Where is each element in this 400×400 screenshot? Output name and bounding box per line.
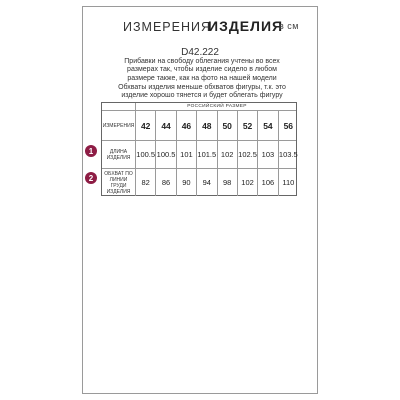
size-cell: 48 xyxy=(197,111,217,140)
allowance-note: Прибавки на свободу облегания учтены во всех размерах так, чтобы изделие сидело в любом размере также, как на фото на нашей модели xyxy=(124,58,280,82)
length-cell: 101 xyxy=(177,141,197,168)
length-cell: 103 xyxy=(258,141,278,168)
size-chart-card xyxy=(82,6,318,394)
length-cell: 101.5 xyxy=(197,141,217,168)
girth-cell: 110 xyxy=(282,178,295,187)
header-unit: в см xyxy=(279,21,299,31)
table-header-row xyxy=(102,103,296,111)
girth-cell: 90 xyxy=(177,169,197,196)
girth-cell: 94 xyxy=(197,169,217,196)
table-corner-cell xyxy=(102,103,136,110)
size-cell: 46 xyxy=(177,111,197,140)
length-cells xyxy=(136,141,298,168)
size-cell: 44 xyxy=(156,111,176,140)
size-table xyxy=(101,102,297,196)
girth-cell: 86 xyxy=(156,169,176,196)
length-row xyxy=(102,141,296,169)
size-chart-header xyxy=(83,7,317,45)
size-cell: 50 xyxy=(218,111,238,140)
product-code: D42.222 xyxy=(181,47,219,58)
girth-cell: 82 xyxy=(136,169,156,196)
girth-cells xyxy=(136,169,298,196)
size-cell: 56 xyxy=(283,120,294,131)
girth-cell: 98 xyxy=(218,169,238,196)
header-title-left: ИЗМЕРЕНИЯ xyxy=(123,20,211,34)
length-marker-badge: 1 xyxy=(85,145,97,157)
size-cell: 52 xyxy=(238,111,258,140)
size-cell: 42 xyxy=(136,111,156,140)
length-cell: 103.5 xyxy=(278,150,298,159)
length-row-label: ДЛИНА ИЗДЕЛИЯ xyxy=(102,141,136,168)
length-cell: 100.5 xyxy=(136,141,156,168)
size-row-label: ИЗМЕРЕНИЯ xyxy=(102,111,136,140)
size-cell: 54 xyxy=(258,111,278,140)
girth-cell: 106 xyxy=(258,169,278,196)
size-group-caption: РОССИЙСКИЙ РАЗМЕР xyxy=(187,104,247,109)
length-cell: 100.5 xyxy=(156,141,176,168)
girth-marker-badge: 2 xyxy=(85,172,97,184)
length-cell: 102 xyxy=(218,141,238,168)
length-cell: 102.5 xyxy=(238,141,258,168)
girth-row xyxy=(102,169,296,196)
size-row xyxy=(102,111,296,141)
girth-cell: 102 xyxy=(238,169,258,196)
size-cells xyxy=(136,111,298,140)
header-title-main: ИЗДЕЛИЯ xyxy=(208,18,284,34)
girth-row-label: ОБХВАТ ПО ЛИНИИ ГРУДИ ИЗДЕЛИЯ xyxy=(102,169,136,196)
girth-note: Обхваты изделия меньше обхватов фигуры, т.к. это изделие хорошо тянется и будет облегать фигуру xyxy=(118,84,286,100)
